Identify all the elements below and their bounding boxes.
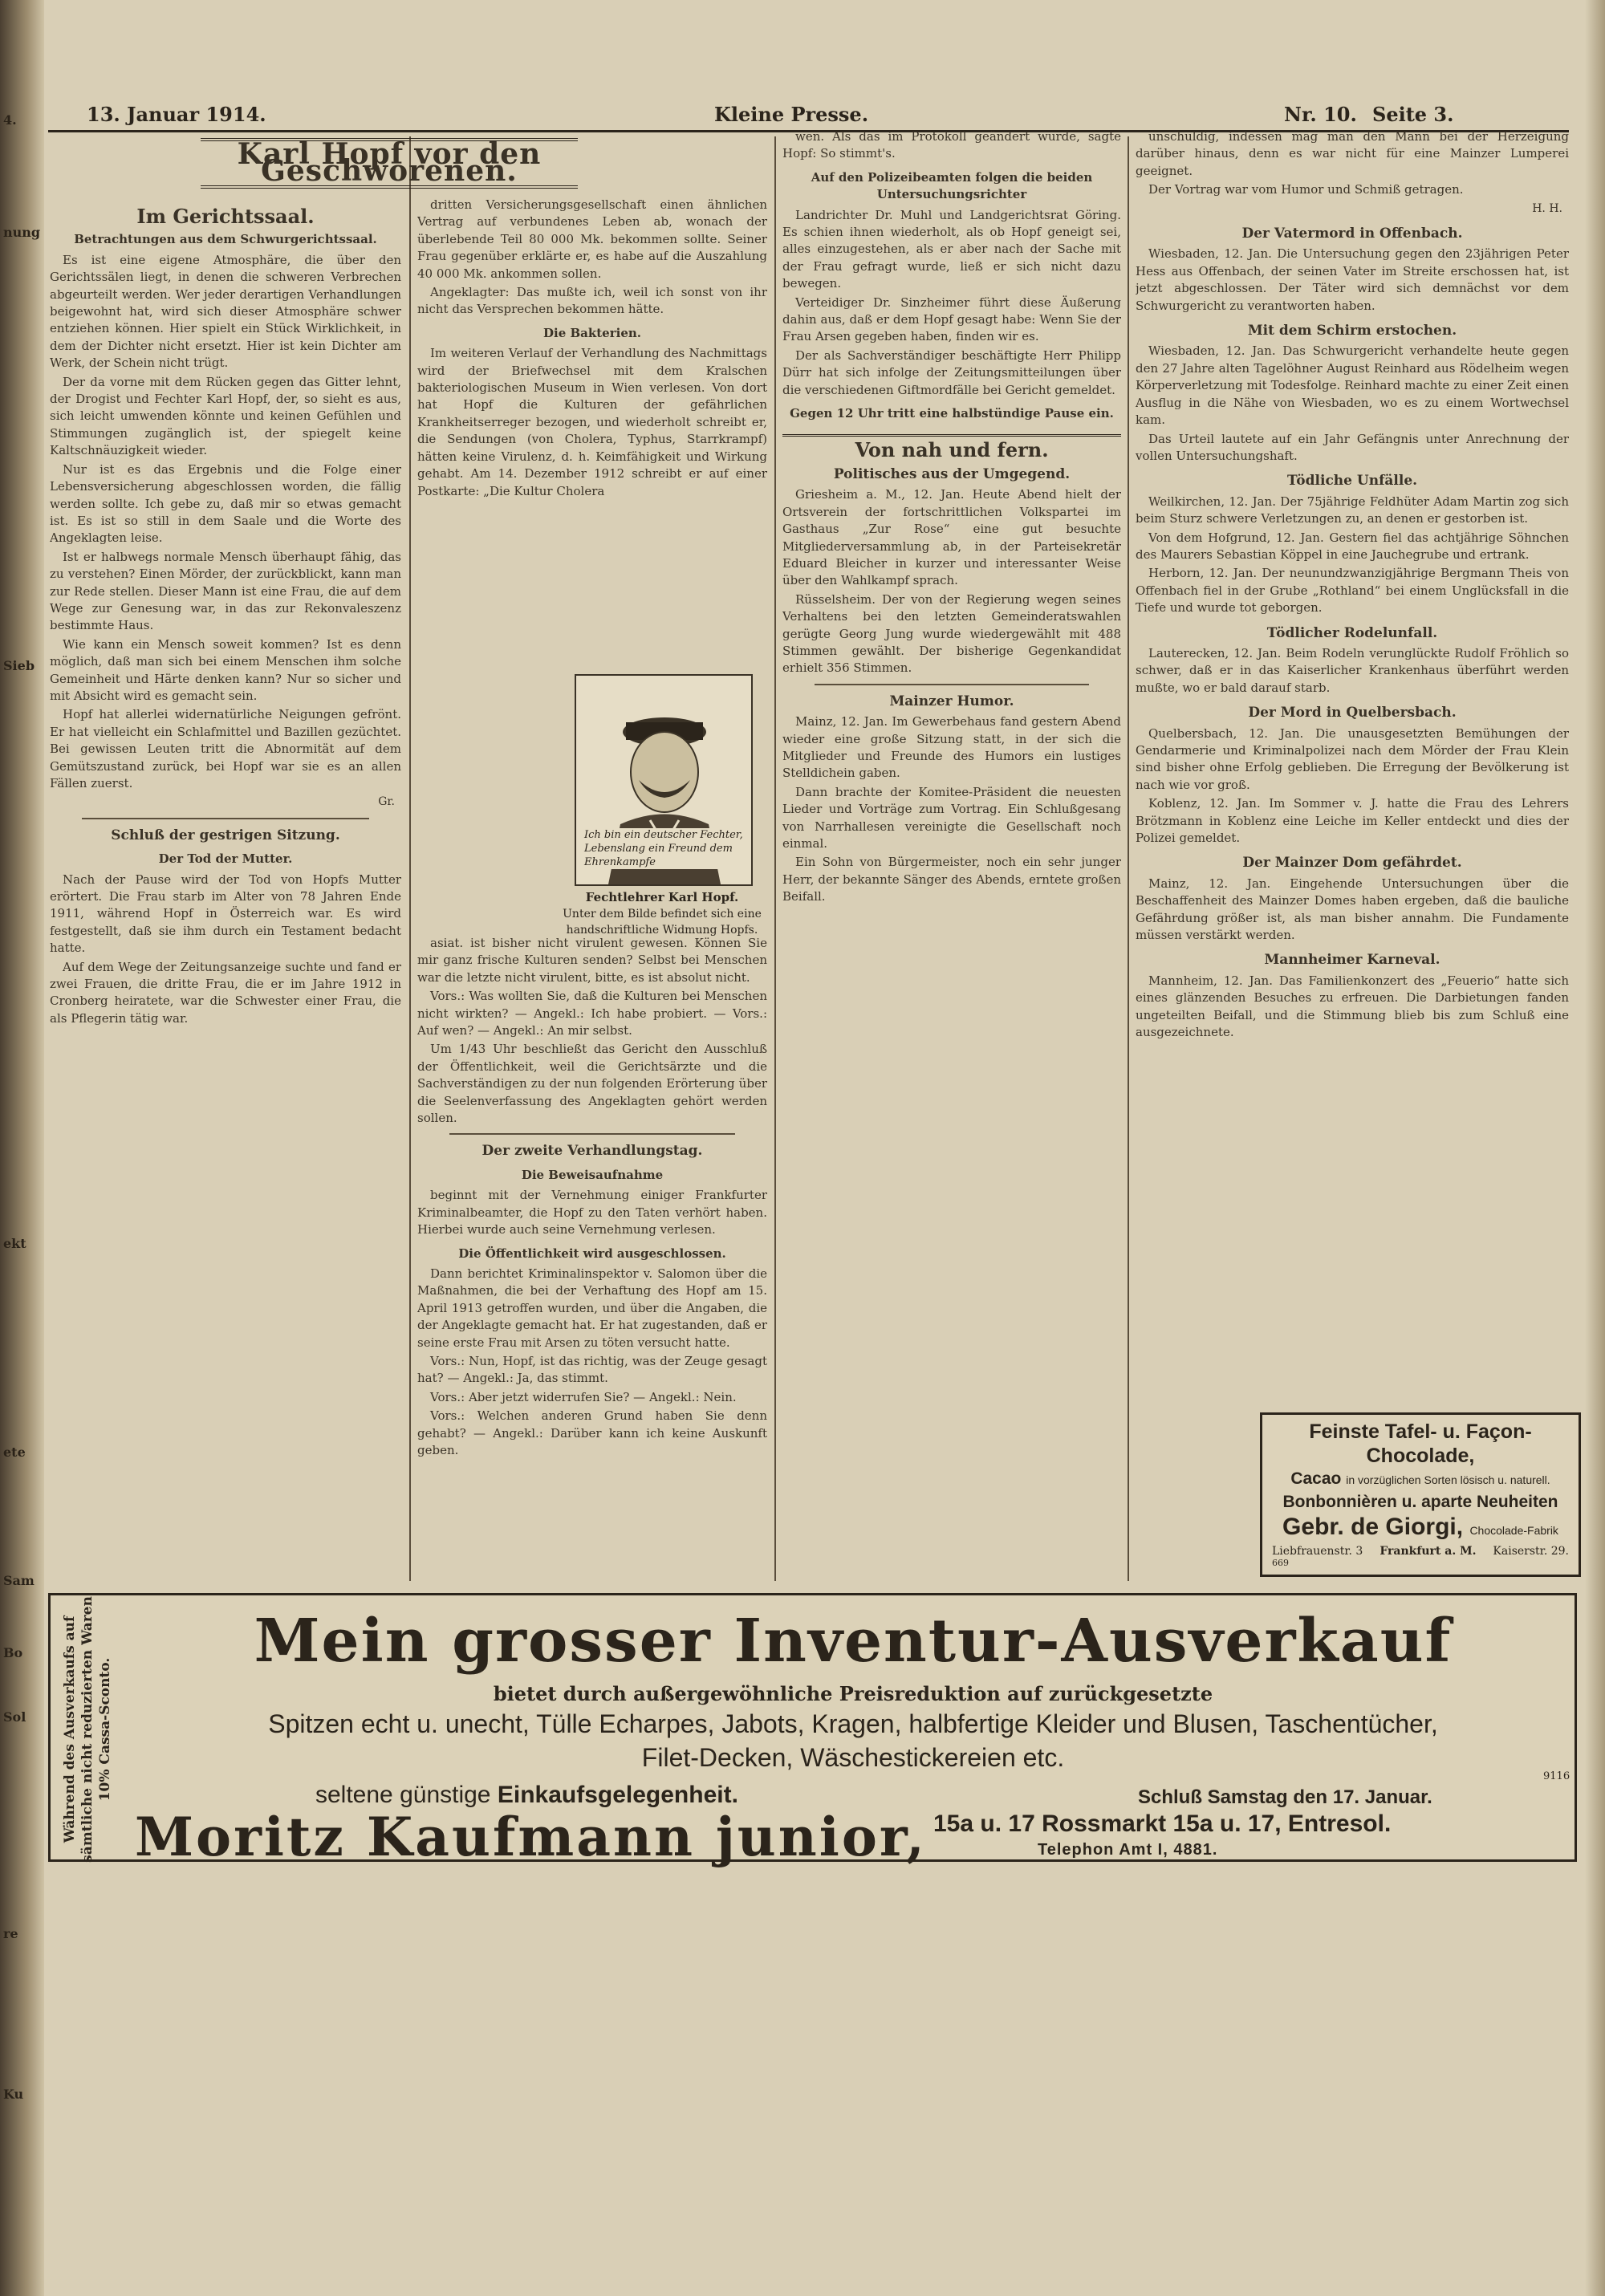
article-paragraph: Vors.: Was wollten Sie, daß die Kulturen bei Menschen nicht wirkten? — Angekl.: Ich habe probiert. — Vors.: Auf wen? — Angekl.: An mir selbst. bbox=[417, 989, 767, 1038]
choc-ad-cacao: Cacao bbox=[1290, 1469, 1342, 1488]
ad-side-text bbox=[61, 1596, 114, 1863]
section-subtitle: Der Tod der Mutter. bbox=[158, 851, 293, 867]
ad-product-line-1: Spitzen echt u. unecht, Tülle Echarpes, Jabots, Kragen, halbfertige Kleider und Blusen, Taschentücher, bbox=[268, 1709, 1438, 1738]
section-title: Tödliche Unfälle. bbox=[1286, 473, 1418, 490]
choc-ad-addr-mid: Frankfurt a. M. bbox=[1379, 1545, 1477, 1558]
article-paragraph: Mannheim, 12. Jan. Das Familienkonzert des „Feuerio“ hatte sich eines glänzenden Besuches zu erfreuen. Die Darbietungen fanden ungeteilten Beifall, und die Stimmung blieb bis zum Schluß eine ausgezeichnete. bbox=[1136, 973, 1569, 1040]
header-date: 13. Januar 1914. bbox=[87, 103, 266, 126]
gutter-fragment: nung bbox=[3, 225, 41, 240]
article-paragraph: Auf dem Wege der Zeitungsanzeige suchte und fand er zwei Frauen, die dritte Frau, die er im Jahre 1912 in Cronberg heiratete, war die Schwester einer Frau, die als Pflegerin tätig war. bbox=[50, 959, 401, 1026]
article-paragraph: Hopf hat allerlei widernatürliche Neigungen gefrönt. Er hat vielleicht ein Schlafmittel und Bazillen gezüchtet. Bei gewissen Leuten tritt die Abnormität auf dem Gemütszustand zurück, bei Hopf war sie es an allen Fällen zuerst. bbox=[50, 707, 401, 790]
article-paragraph: Lauterecken, 12. Jan. Beim Rodeln verunglückte Rudolf Fröhlich so schwer, daß er in das Kaiserlicher Krankenhaus überführt werden mußte, wo er bald darauf starb. bbox=[1136, 645, 1569, 695]
page-gutter bbox=[0, 0, 44, 2296]
choc-ad-line2: Bonbonnièren u. aparte Neuheiten bbox=[1282, 1493, 1558, 1511]
inventory-sale-advertisement bbox=[48, 1593, 1577, 1868]
ad-side-panel bbox=[55, 1596, 120, 1863]
ad-address: 15a u. 17 Rossmarkt 15a u. 17, Entresol. bbox=[933, 1810, 1392, 1837]
choc-ad-firm-note: Chocolade-Fabrik bbox=[1469, 1524, 1558, 1537]
section-title: Tödlicher Rodelunfall. bbox=[1266, 624, 1438, 641]
article-paragraph: dritten Versicherungsgesellschaft einen ähnlichen Vertrag auf verbundenes Leben ab, wonach der überlebende Teil 80 000 Mk. bekommen sollte. Seiner Frau gegenüber erklärte er, es habe auf die Auszahlung 40 000 Mk. ankommen sollen. bbox=[417, 197, 767, 281]
gutter-fragment: 4. bbox=[3, 112, 17, 128]
header-paper-name: Kleine Presse. bbox=[714, 103, 869, 126]
choc-ad-cacao-note: in vorzüglichen Sorten lösisch u. naturell. bbox=[1346, 1473, 1550, 1486]
gutter-fragment: ete bbox=[3, 1445, 26, 1460]
article-paragraph: Um 1/43 Uhr beschließt das Gericht den Ausschluß der Öffentlichkeit, weil die Gerichtsärzte und die Sachverständigen zu der nun folgenden Erörterung über die Seelenverfassung des Angeklagten gehört werden sollen. bbox=[417, 1042, 767, 1126]
section-title: Schluß der gestrigen Sitzung. bbox=[111, 827, 340, 843]
article-paragraph: Angeklagter: Das mußte ich, weil ich sonst von ihr nicht das Versprechen bekommen hätte. bbox=[417, 285, 767, 317]
gutter-fragment: ekt bbox=[3, 1236, 26, 1251]
section-title: Die Bakterien. bbox=[542, 325, 641, 340]
section-title: Mit dem Schirm erstochen. bbox=[1247, 323, 1457, 339]
handwritten-dedication: Ich bin ein deutscher Fechter, Lebenslang ein Freund dem Ehrenkampfe bbox=[584, 829, 743, 868]
choc-ad-title: Feinste Tafel- u. Façon-Chocolade, bbox=[1309, 1420, 1532, 1467]
article-paragraph: Von dem Hofgrund, 12. Jan. Gestern fiel das achtjährige Söhnchen des Maurers Sebastian Köppel in eine Jauchegrube und ertrank. bbox=[1136, 530, 1569, 562]
section-divider bbox=[449, 1133, 735, 1135]
section-subtitle: Politisches aus der Umgegend. bbox=[833, 465, 1071, 482]
portrait-karl-hopf bbox=[575, 674, 753, 886]
ad-opportunity-line bbox=[315, 1782, 738, 1809]
column-1 bbox=[50, 197, 401, 1585]
ad-product-line-2: Filet-Decken, Wäschestickereien etc. bbox=[641, 1743, 1065, 1772]
ad-code: 9116 bbox=[1543, 1770, 1570, 1782]
ad-firm-name: Moritz Kaufmann junior, bbox=[135, 1806, 927, 1868]
choc-ad-firm: Gebr. de Giorgi, bbox=[1282, 1514, 1464, 1540]
section-divider bbox=[815, 684, 1089, 685]
article-paragraph: asiat. ist bisher nicht virulent gewesen. Können Sie mir ganz frische Kulturen senden? Selbst bei Menschen war die letzte nicht virulent, bitte, es ist absolut nicht. bbox=[417, 936, 767, 985]
article-paragraph: Mainz, 12. Jan. Im Gewerbehaus fand gestern Abend wieder eine große Sitzung statt, in der sich die Mitglieder und Freunde des Humors ein lustiges Stelldichein gaben. bbox=[782, 714, 1121, 781]
ad-subtitle: bietet durch außergewöhnliche Preisreduktion auf zurückgesetzte bbox=[493, 1682, 1213, 1705]
ad-opportunity-bold: Einkaufsgelegenheit. bbox=[497, 1782, 738, 1808]
article-paragraph: Mainz, 12. Jan. Eingehende Untersuchungen über die Beschaffenheit des Mainzer Domes haben ergeben, daß die bauliche Gefährdung größer ist, als man bisher annahm. Die Fundamente müssen verstärkt werden. bbox=[1136, 876, 1569, 943]
article-paragraph: Dann berichtet Kriminalinspektor v. Salomon über die Maßnahmen, die bei der Verhaftung des Hopf am 15. April 1913 getroffen wurden, und über die Angaben, die der Angeklagte gemacht hat. Er hat zugestanden, daß er seine erste Frau mit Arsen zu töten versucht hatte. bbox=[417, 1266, 767, 1350]
article-paragraph: Landrichter Dr. Muhl und Landgerichtsrat Göring. Es schien ihnen wiederholt, als ob Hopf geneigt sei, alles einzugestehen, als er aber nach der Sache mit der Frau gefragt wurde, ließ er sich nicht dazu bewegen. bbox=[782, 207, 1121, 291]
article-paragraph: Vors.: Welchen anderen Grund haben Sie denn gehabt? — Angekl.: Darüber kann ich keine Auskunft geben. bbox=[417, 1408, 767, 1457]
section-divider bbox=[82, 818, 369, 819]
article-paragraph: Das Urteil lautete auf ein Jahr Gefängnis unter Anrechnung der vollen Untersuchungshaft. bbox=[1136, 431, 1569, 463]
article-paragraph: Vors.: Aber jetzt widerrufen Sie? — Angekl.: Nein. bbox=[430, 1389, 737, 1404]
article-paragraph: Der da vorne mit dem Rücken gegen das Gitter lehnt, der Drogist und Fechter Karl Hopf, der, so sieht es aus, sich leicht umwenden könnte und keinen Gefühlen und Stimmungen zugänglich ist, der spiegelt keine Kaltschnäuzigkeit wieder. bbox=[50, 374, 401, 458]
column-2-bottom bbox=[417, 935, 767, 1585]
choc-ad-addresses bbox=[1267, 1545, 1574, 1558]
article-paragraph: Wie kann ein Mensch soweit kommen? Ist es denn möglich, daß man sich bei einem Menschen ihm solche Gemeinheit und Härte denken kann? Nur so sicher und mit Absicht wird es gemacht sein. bbox=[50, 636, 401, 703]
article-paragraph: Quelbersbach, 12. Jan. Die unausgesetzten Bemühungen der Gendarmerie und Kriminalpolizei nach dem Mörder der Frau Klein sind bisher ohne Erfolg geblieben. Die Erregung der Bevölkerung ist nach wie vor groß. bbox=[1136, 725, 1569, 792]
choc-ad-firm-line bbox=[1267, 1513, 1574, 1545]
section-title: Mannheimer Karneval. bbox=[1264, 952, 1440, 969]
section-subtitle: Die Beweisaufnahme bbox=[521, 1167, 664, 1182]
section-title: Von nah und fern. bbox=[782, 434, 1121, 458]
section-title: Der Mord in Quelbersbach. bbox=[1248, 705, 1457, 721]
ad-opportunity-prefix: seltene günstige bbox=[315, 1782, 491, 1808]
column-3 bbox=[782, 128, 1121, 1585]
caption-title: Fechtlehrer Karl Hopf. bbox=[585, 890, 739, 904]
section-note: Die Öffentlichkeit wird ausgeschlossen. bbox=[458, 1246, 726, 1261]
column-rule bbox=[1128, 136, 1129, 1581]
article-paragraph: Es ist eine eigene Atmosphäre, die über den Gerichtssälen liegt, in denen die schweren Verbrechen abgeurteilt werden. Wer jeder derartigen Verhandlungen beigewohnt hat, wird sich dieser Atmosphäre schwer entziehen können. Hier spielt ein Stück Wirklichkeit, in dem der Dichter nicht ersetzt. Hier ist kein Dichter am Werk, der Schein nicht trügt. bbox=[50, 252, 401, 371]
article-paragraph: Ist er halbwegs normale Mensch überhaupt fähig, das zu verstehen? Einen Mörder, der zurückblickt, kann man zur Rede stellen. Dieser Mann ist eine Frau, die auf dem Wege zur Genesung war, in das zur Rekonvaleszenz bestimmte Haus. bbox=[50, 549, 401, 633]
gutter-fragment: Sieb bbox=[3, 658, 35, 673]
gutter-fragment: Ku bbox=[3, 2087, 24, 2102]
section-title: Mainzer Humor. bbox=[889, 693, 1014, 709]
choc-ad-cacao-line bbox=[1267, 1468, 1574, 1491]
section-title: Der Vatermord in Offenbach. bbox=[1241, 226, 1463, 242]
column-4 bbox=[1136, 128, 1569, 1408]
main-headline: Karl Hopf vor den Geschworenen. bbox=[201, 138, 578, 189]
section-title: Der zweite Verhandlungstag. bbox=[482, 1143, 703, 1160]
article-paragraph: Weilkirchen, 12. Jan. Der 75jährige Feldhüter Adam Martin zog sich beim Sturz schwere Verletzungen zu, an denen er gestorben ist. bbox=[1136, 494, 1569, 526]
section-note: Gegen 12 Uhr tritt eine halbstündige Pause ein. bbox=[790, 406, 1114, 421]
choc-ad-code: 669 bbox=[1272, 1558, 1289, 1568]
ad-phone: Telephon Amt I, 4881. bbox=[1038, 1841, 1218, 1859]
article-paragraph: Vors.: Nun, Hopf, ist das richtig, was der Zeuge gesagt hat? — Angekl.: Ja, das stimmt. bbox=[417, 1353, 767, 1386]
caption-text: Unter dem Bilde befindet sich eine handschriftliche Widmung Hopfs. bbox=[563, 908, 762, 937]
column-2-top bbox=[417, 197, 767, 670]
article-paragraph: Wiesbaden, 12. Jan. Die Untersuchung gegen den 23jährigen Peter Hess aus Offenbach, der seinen Vater im Streite erschossen hat, ist jetzt abgeschlossen. Der Täter wird sich demnächst vor dem Schwurgericht zu verantworten haben. bbox=[1136, 246, 1569, 313]
page-edge bbox=[1585, 0, 1605, 2296]
article-paragraph: Nur ist es das Ergebnis und die Folge einer Lebensversicherung abgeschlossen worden, die fällig werden sollte. Ich gebe zu, daß mir so etwas gemacht ist. Es ist so still in dem Saale und die Worte des Angeklagten leise. bbox=[50, 461, 401, 546]
section-title: Im Gerichtssaal. bbox=[136, 205, 315, 228]
portrait-caption bbox=[562, 889, 762, 938]
ad-side-line: sämtliche nicht reduzierten Waren bbox=[79, 1596, 96, 1863]
section-subtitle: Auf den Polizeibeamten folgen die beiden Untersuchungsrichter bbox=[811, 169, 1093, 202]
article-paragraph: Nach der Pause wird der Tod von Hopfs Mutter erörtert. Die Frau starb im Alter von 78 Jahren Ende 1911, während Hopf in Österreich war. Es wird festgestellt, daß sie ihm durch ein Testament bedacht hatte. bbox=[50, 872, 401, 956]
choc-ad-addr-right: Kaiserstr. 29. bbox=[1493, 1545, 1569, 1558]
header-number: Nr. 10. bbox=[1284, 103, 1357, 126]
ad-closing-date: Schluß Samstag den 17. Januar. bbox=[1138, 1786, 1432, 1808]
headline-box bbox=[201, 138, 578, 194]
article-signature: H. H. bbox=[1532, 201, 1562, 215]
article-paragraph: Der als Sachverständiger beschäftigte Herr Philipp Dürr hat sich infolge der Zeitungsmitteilungen über die verschiedenen Giftmordfälle bei Gericht gemeldet. bbox=[782, 347, 1121, 397]
column-rule bbox=[409, 136, 411, 1581]
gutter-fragment: Sam bbox=[3, 1573, 35, 1588]
article-paragraph: Verteidiger Dr. Sinzheimer führt diese Äußerung dahin aus, daß er dem Hopf gesagt habe: Wenn Sie der Frau Arsen gegeben haben, finden wir es. bbox=[782, 295, 1121, 344]
chocolate-advertisement bbox=[1260, 1412, 1581, 1577]
article-paragraph: Rüsselsheim. Der von der Regierung wegen seines Verhaltens bei den letzten Gemeinderatswahlen gerügte Georg Jung wurde wiedergewählt mit 488 Stimmen gewählt. Der bisherige Gegenkandidat erhielt 356 Stimmen. bbox=[782, 591, 1121, 676]
article-signature: Gr. bbox=[378, 795, 395, 809]
article-paragraph: Ein Sohn von Bürgermeister, noch ein sehr junger Herr, der bekannte Sänger des Abends, erntete großen Beifall. bbox=[782, 855, 1121, 904]
article-paragraph: wen. Als das im Protokoll geändert wurde, sagte Hopf: So stimmt's. bbox=[782, 129, 1121, 161]
header-page: Seite 3. bbox=[1372, 103, 1454, 126]
choc-ad-addr-left: Liebfrauenstr. 3 bbox=[1272, 1545, 1363, 1558]
article-paragraph: Wiesbaden, 12. Jan. Das Schwurgericht verhandelte heute gegen den 27 Jahre alten Tagelöhner August Reinhard aus Rödelheim wegen Körperverletzung mit Todesfolge. Reinhard machte zu einer Zeit einen Ausflug in die Nähe von Wiesbaden, wo es zu einem Wortwechsel kam. bbox=[1136, 343, 1569, 428]
article-paragraph: Der Vortrag war vom Humor und Schmiß getragen. bbox=[1148, 182, 1464, 197]
article-paragraph: Herborn, 12. Jan. Der neunundzwanzigjährige Bergmann Theis von Offenbach fiel in der Grube „Rothland“ bei einem Unglücksfall in die Tiefe und wurde tot geborgen. bbox=[1136, 566, 1569, 616]
article-paragraph: Dann brachte der Komitee-Präsident die neuesten Lieder und Vorträge zum Vortrag. Ein Schlußgesang von Narrhallesen vereinigte die Gesellschaft noch einmal. bbox=[782, 784, 1121, 851]
article-paragraph: Koblenz, 12. Jan. Im Sommer v. J. hatte die Frau des Lehrers Brötzmann in Koblenz eine Leiche im Keller entdeckt und dies der Polizei gemeldet. bbox=[1136, 796, 1569, 846]
gutter-fragment: Bo bbox=[3, 1645, 23, 1660]
column-rule bbox=[774, 136, 776, 1581]
article-paragraph: unschuldig, indessen mag man den Mann bei der Herzeigung darüber hinaus, denn es war nicht für eine Mainzer Lumperei geeignet. bbox=[1136, 129, 1569, 178]
ad-side-line: Während des Ausverkaufs auf bbox=[62, 1615, 79, 1843]
article-paragraph: Im weiteren Verlauf der Verhandlung des Nachmittags wird der Briefwechsel mit dem Kralschen bakteriologischen Museum in Wien verlesen. Von dort hat Hopf die Kulturen der gefährlichen Krankheitserreger bezogen, und wiederholt schreibt er, die Sendungen (von Cholera, Typhus, Starrkrampf) hätten keine Virulenz, d. h. Keimfähigkeit und Wirkung gehabt. Am 14. Dezember 1912 schreibt er auf einer Postkarte: „Die Kultur Cholera bbox=[417, 346, 767, 498]
ad-side-line: 10% Cassa-Sconto. bbox=[97, 1657, 114, 1802]
section-title: Der Mainzer Dom gefährdet. bbox=[1242, 855, 1462, 872]
gutter-fragment: Sol bbox=[3, 1709, 26, 1725]
section-subtitle: Betrachtungen aus dem Schwurgerichtssaal. bbox=[74, 232, 377, 247]
gutter-fragment: re bbox=[3, 1926, 18, 1941]
article-paragraph: beginnt mit der Vernehmung einiger Frankfurter Kriminalbeamter, die Hopf zu den Taten verhört haben. Hierbei wurde auch seine Vernehmung verlesen. bbox=[417, 1188, 767, 1237]
article-paragraph: Griesheim a. M., 12. Jan. Heute Abend hielt der Ortsverein der fortschrittlichen Volkspartei im Gasthaus „Zur Rose“ eine gut besuchte Mitgliederversammlung ab, in der Parteisekretär Eduard Bleicher in kurzer und interessanter Weise über den Wahlkampf sprach. bbox=[782, 487, 1121, 588]
ad-title: Mein grosser Inventur-Ausverkauf bbox=[254, 1607, 1453, 1676]
